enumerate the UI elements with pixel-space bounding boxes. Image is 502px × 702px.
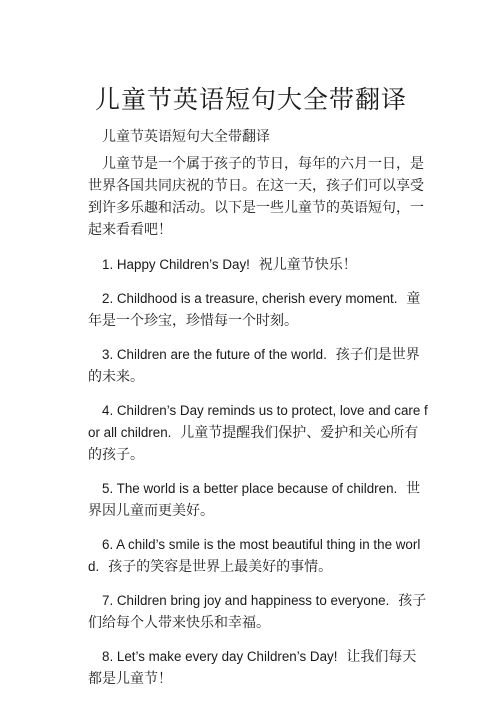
sentence-chinese: 孩子们是世界的未来。 (88, 347, 420, 385)
sentence-item (88, 590, 428, 634)
sentence-english: 7. Children bring joy and happiness to everyone. (102, 593, 390, 608)
document-body (88, 153, 428, 702)
sentence-english: 5. The world is a better place because of children. (102, 481, 398, 496)
sentence-item (88, 534, 428, 578)
sentence-chinese: 让我们每天都是儿童节！ (88, 649, 417, 687)
sentence-chinese: 世界因儿童而更美好。 (88, 481, 421, 519)
sentence-english: 1. Happy Children’s Day! (102, 257, 250, 272)
sentence-english: 6. A child’s smile is the most beautiful thing in the world. (88, 537, 421, 574)
document-title: 儿童节英语短句大全带翻译 (94, 85, 407, 114)
sentence-chinese: 孩子们给每个人带来快乐和幸福。 (88, 593, 427, 631)
sentence-english: 8. Let’s make every day Children’s Day! (102, 649, 338, 664)
sentence-item (88, 344, 428, 388)
intro-paragraph: 儿童节是一个属于孩子的节日，每年的六月一日，是世界各国共同庆祝的节日。在这一天，孩子们可以享受到许多乐趣和活动。以下是一些儿童节的英语短句，一起来看看吧！ (88, 156, 424, 238)
sentence-item (88, 478, 428, 522)
sentence-chinese: 孩子的笑容是世界上最美好的事情。 (108, 559, 333, 575)
sentence-chinese: 祝儿童节快乐！ (258, 257, 357, 273)
sentence-item (88, 254, 428, 276)
sentence-item (88, 400, 428, 466)
sentence-chinese: 童年是一个珍宝，珍惜每一个时刻。 (88, 291, 421, 329)
document-subtitle: 儿童节英语短句大全带翻译 (102, 129, 270, 145)
sentence-english: 4. Children’s Day reminds us to protect, love and care for all children. (88, 403, 428, 440)
sentence-item (88, 646, 428, 690)
sentence-chinese: 儿童节提醒我们保护、爱护和关心所有的孩子。 (88, 425, 419, 463)
sentence-english: 3. Children are the future of the world. (102, 347, 327, 362)
sentence-english: 2. Childhood is a treasure, cherish every moment. (102, 291, 398, 306)
sentence-item (88, 288, 428, 332)
